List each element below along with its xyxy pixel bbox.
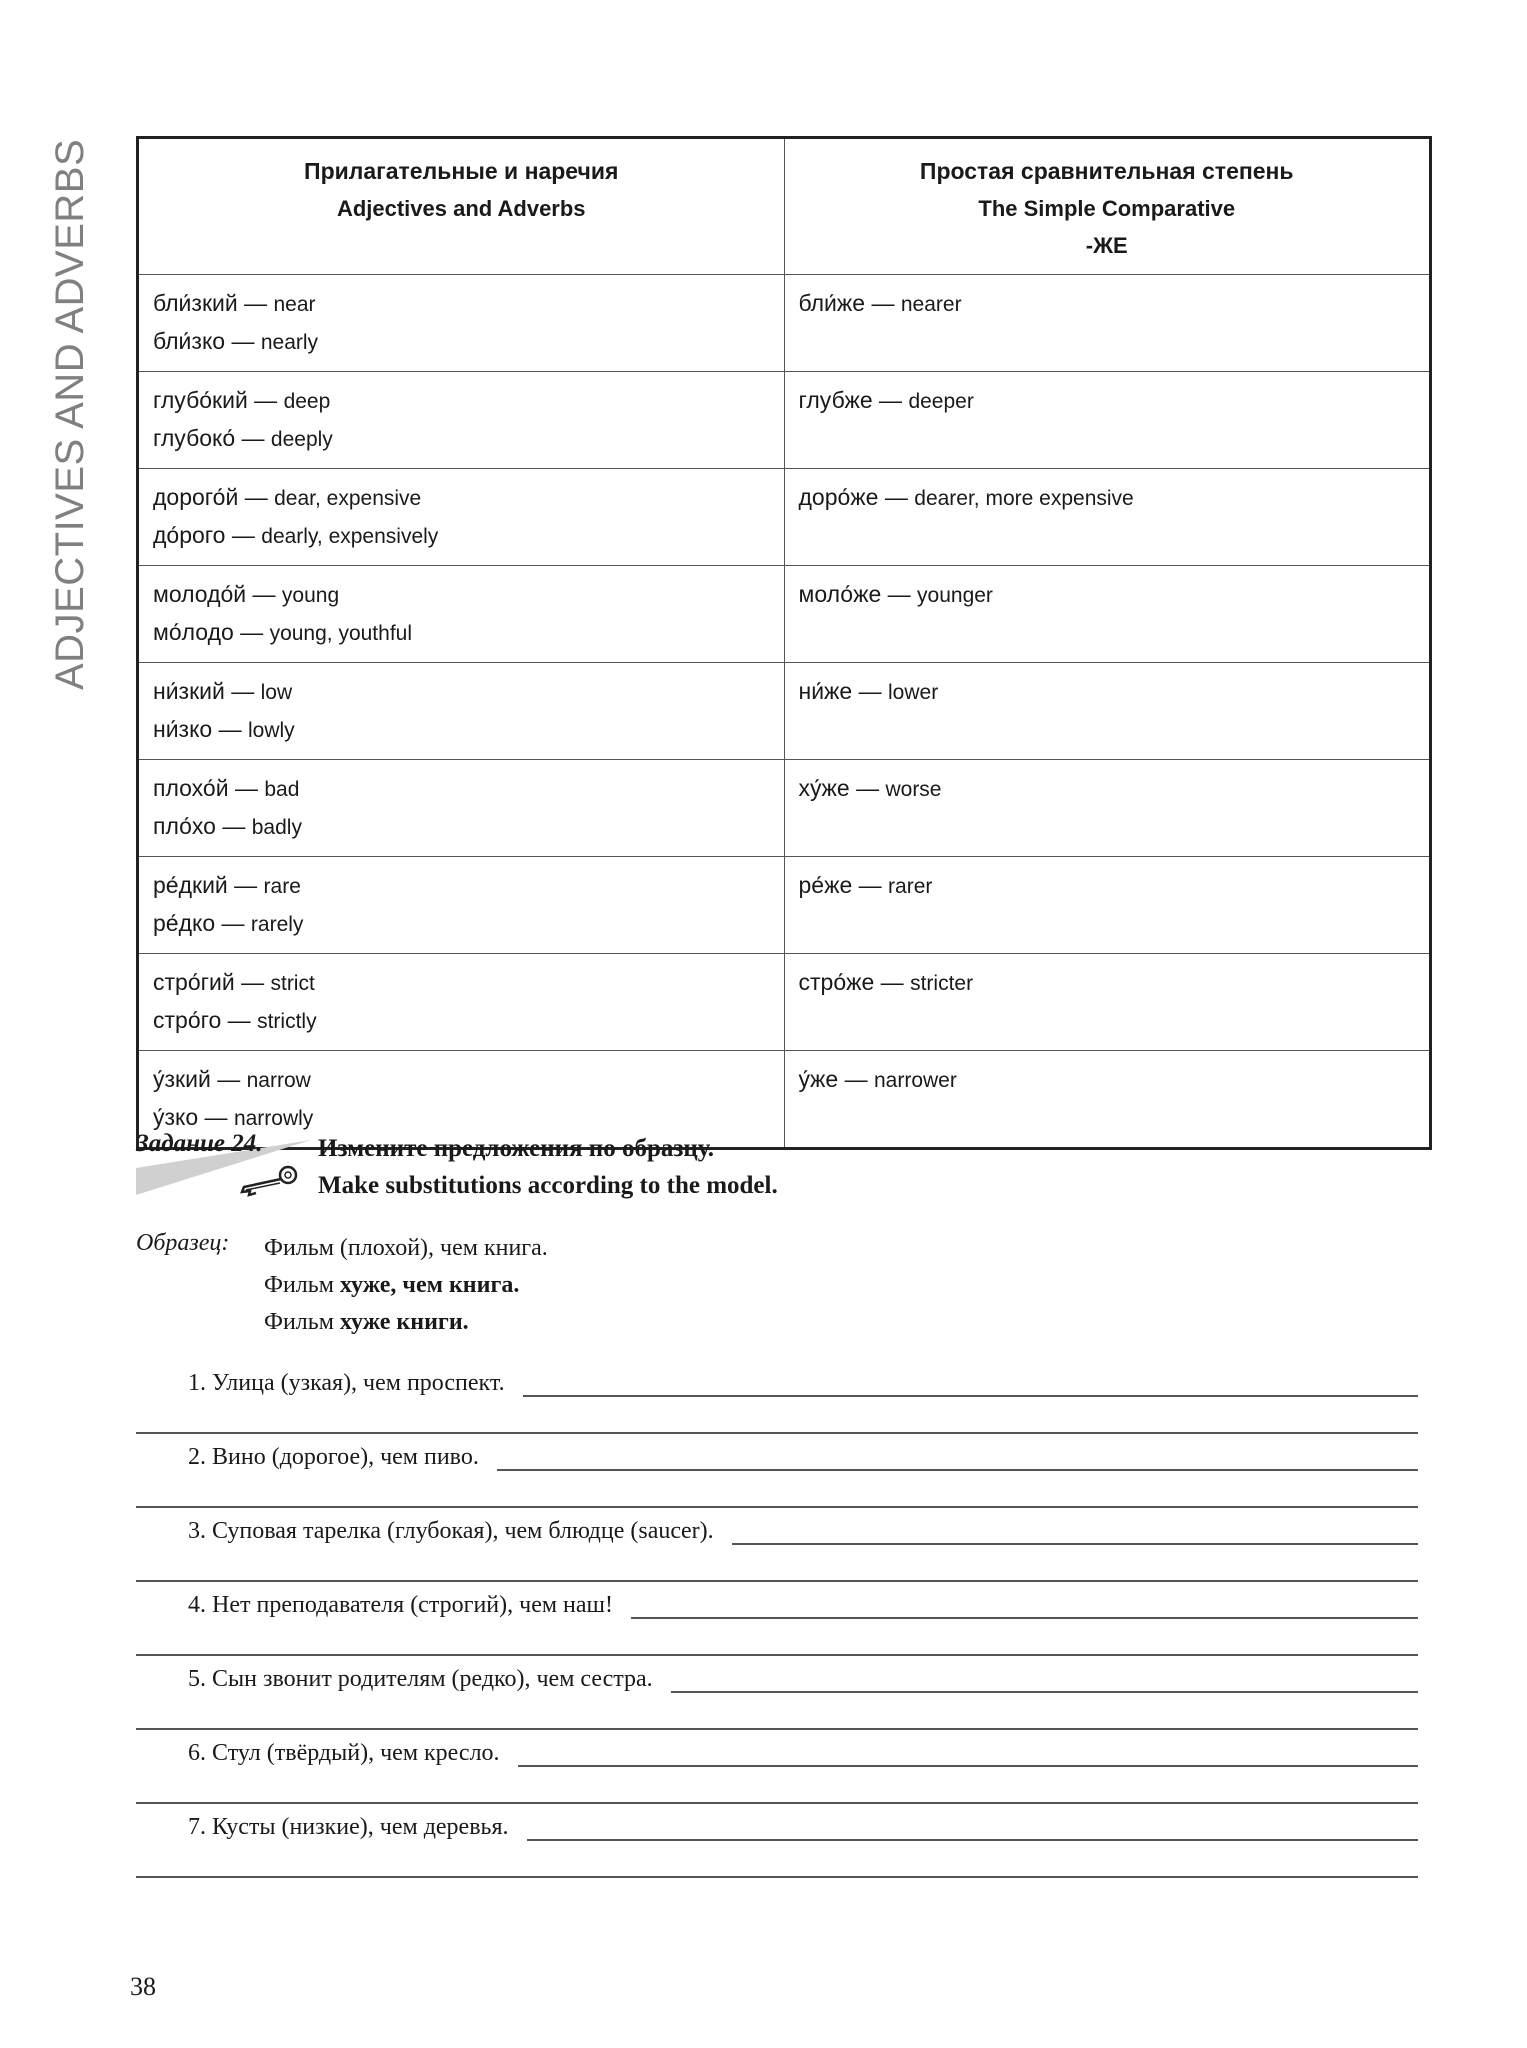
adjective-ru: плохо́й xyxy=(153,775,229,801)
exercise-item xyxy=(136,1656,1418,1730)
page-number: 38 xyxy=(130,1972,156,2001)
adverb-ru: ни́зко xyxy=(153,716,213,742)
comparative-en: nearer xyxy=(900,293,962,316)
comparative-en: narrower xyxy=(873,1069,957,1092)
adverb-en: rarely xyxy=(250,913,304,936)
instruction-ru: Измените предложения по образцу. xyxy=(318,1135,715,1162)
exercise-prompt: 4. Нет преподавателя (строгий), чем наш! xyxy=(188,1592,614,1618)
exercise-item xyxy=(136,1804,1418,1878)
answer-blank[interactable] xyxy=(527,1809,1418,1841)
adverb-en: lowly xyxy=(248,719,295,742)
exercise-item xyxy=(136,1360,1418,1434)
adjective-en: young xyxy=(281,584,340,607)
adjective-adverb-cell: плохо́й — bad пло́хо — badly xyxy=(138,760,785,857)
instruction-en: Make substitutions according to the model. xyxy=(318,1172,778,1199)
comparative-cell: ре́же — rarer xyxy=(784,857,1431,954)
model-line-1: Фильм (плохой), чем книга. xyxy=(264,1235,548,1261)
comparative-cell: моло́же — younger xyxy=(784,566,1431,663)
answer-line[interactable] xyxy=(136,1767,1418,1804)
adjective-en: near xyxy=(273,293,316,316)
adjective-adverb-cell: молодо́й — young мо́лодо — young, youthful xyxy=(138,566,785,663)
task-label: Задание 24. xyxy=(136,1130,263,1157)
adverb-en: narrowly xyxy=(233,1107,314,1130)
exercise-prompt: 7. Кусты (низкие), чем деревья. xyxy=(188,1814,509,1840)
answer-line[interactable] xyxy=(136,1619,1418,1656)
adverb-en: deeply xyxy=(270,428,333,451)
exercise-item xyxy=(136,1582,1418,1656)
model-lines xyxy=(264,1230,548,1341)
comparative-en: deeper xyxy=(908,390,974,413)
adjective-adverb-cell: бли́зкий — near бли́зко — nearly xyxy=(138,275,785,372)
exercise-item xyxy=(136,1730,1418,1804)
table-row xyxy=(138,857,1431,954)
adjective-ru: ре́дкий xyxy=(153,872,228,898)
table-row xyxy=(138,663,1431,760)
adjective-ru: глубо́кий xyxy=(153,387,248,413)
comparative-cell: у́же — narrower xyxy=(784,1051,1431,1149)
adverb-ru: ре́дко xyxy=(153,910,216,936)
comparative-en: lower xyxy=(888,681,939,704)
header-simple-comparative xyxy=(784,138,1431,275)
adjective-en: deep xyxy=(283,390,331,413)
answer-line[interactable] xyxy=(136,1841,1418,1878)
comparative-ru: стро́же xyxy=(798,969,875,995)
adverb-ru: у́зко xyxy=(153,1104,199,1130)
comparative-cell: ху́же — worse xyxy=(784,760,1431,857)
adjective-ru: бли́зкий xyxy=(153,290,238,316)
exercise-prompt: 3. Суповая тарелка (глубокая), чем блюдце (saucer). xyxy=(188,1518,714,1544)
adverb-en: nearly xyxy=(260,331,319,354)
adverb-en: dearly, expensively xyxy=(261,525,439,548)
adjective-ru: ни́зкий xyxy=(153,678,225,704)
comparative-ru: глубже xyxy=(798,387,873,413)
adjective-adverb-cell: дорого́й — dear, expensive до́рого — dearly, expensively xyxy=(138,469,785,566)
comparative-cell: доро́же — dearer, more expensive xyxy=(784,469,1431,566)
adverb-ru: глубоко́ xyxy=(153,425,236,451)
answer-blank[interactable] xyxy=(518,1735,1418,1767)
model-line-2 xyxy=(264,1267,548,1304)
comparative-en: rarer xyxy=(888,875,933,898)
table-row xyxy=(138,469,1431,566)
comparative-en: younger xyxy=(917,584,993,607)
model-plain: Фильм xyxy=(264,1309,340,1335)
adverb-ru: бли́зко xyxy=(153,328,226,354)
model-end: . xyxy=(462,1309,469,1335)
answer-line[interactable] xyxy=(136,1471,1418,1508)
exercise-prompt: 5. Сын звонит родителям (редко), чем сестра. xyxy=(188,1666,653,1692)
adjective-adverb-cell: ни́зкий — low ни́зко — lowly xyxy=(138,663,785,760)
adverb-en: young, youthful xyxy=(269,622,412,645)
exercise-item xyxy=(136,1434,1418,1508)
answer-blank[interactable] xyxy=(671,1661,1418,1693)
answer-line[interactable] xyxy=(136,1397,1418,1434)
adjective-en: strict xyxy=(270,972,315,995)
model-end: . xyxy=(513,1272,520,1298)
header-ru: Прилагательные и наречия xyxy=(304,158,619,184)
comparative-en: worse xyxy=(885,778,942,801)
header-adjectives-adverbs xyxy=(138,138,785,275)
exercise-prompt: 6. Стул (твёрдый), чем кресло. xyxy=(188,1740,500,1766)
adverb-ru: пло́хо xyxy=(153,813,216,839)
model-label: Образец: xyxy=(136,1230,230,1256)
task-instructions xyxy=(318,1130,778,1204)
comparative-cell: глубже — deeper xyxy=(784,372,1431,469)
comparative-ru: у́же xyxy=(798,1066,839,1092)
adverb-ru: до́рого xyxy=(153,522,226,548)
table-row xyxy=(138,954,1431,1051)
comparative-ru: ре́же xyxy=(798,872,853,898)
comparative-cell: стро́же — stricter xyxy=(784,954,1431,1051)
answer-blank[interactable] xyxy=(523,1365,1418,1397)
adjective-adverb-cell: стро́гий — strict стро́го — strictly xyxy=(138,954,785,1051)
adjective-adverb-cell: глубо́кий — deep глубоко́ — deeply xyxy=(138,372,785,469)
comparative-ru: ни́же xyxy=(798,678,853,704)
model-line-3 xyxy=(264,1304,548,1341)
table-row xyxy=(138,275,1431,372)
adverb-ru: стро́го xyxy=(153,1007,222,1033)
adverb-ru: мо́лодо xyxy=(153,619,234,645)
adverb-en: strictly xyxy=(257,1010,317,1033)
answer-blank[interactable] xyxy=(631,1587,1418,1619)
header-en: Adjectives and Adverbs xyxy=(336,196,586,221)
adjective-ru: дорого́й xyxy=(153,484,239,510)
exercise-item xyxy=(136,1508,1418,1582)
comparative-cell: ни́же — lower xyxy=(784,663,1431,760)
exercise-prompt: 1. Улица (узкая), чем проспект. xyxy=(188,1370,505,1396)
adjective-en: rare xyxy=(263,875,301,898)
comparative-en: stricter xyxy=(910,972,974,995)
table-row xyxy=(138,372,1431,469)
answer-blank[interactable] xyxy=(497,1439,1418,1471)
header-suffix: -ЖЕ xyxy=(1085,233,1128,258)
table-header-row xyxy=(138,138,1431,275)
adjective-adverb-cell: ре́дкий — rare ре́дко — rarely xyxy=(138,857,785,954)
answer-line[interactable] xyxy=(136,1545,1418,1582)
header-en: The Simple Comparative xyxy=(978,196,1236,221)
comparative-ru: ху́же xyxy=(798,775,850,801)
adjective-en: dear, expensive xyxy=(274,487,422,510)
adjective-en: narrow xyxy=(246,1069,311,1092)
model-plain: Фильм xyxy=(264,1272,340,1298)
comparative-en: dearer, more expensive xyxy=(914,487,1134,510)
comparative-ru: моло́же xyxy=(798,581,882,607)
answer-blank[interactable] xyxy=(732,1513,1418,1545)
table-row xyxy=(138,760,1431,857)
adjective-adverb-cell: у́зкий — narrow у́зко — narrowly xyxy=(138,1051,785,1149)
comparative-table xyxy=(136,136,1432,1150)
answer-line[interactable] xyxy=(136,1693,1418,1730)
key-icon xyxy=(236,1164,300,1198)
table-row xyxy=(138,566,1431,663)
adjective-en: bad xyxy=(264,778,300,801)
chapter-side-label: ADJECTIVES AND ADVERBS xyxy=(48,138,92,690)
model-bold: хуже книги xyxy=(339,1309,463,1335)
model-bold: хуже, чем книга xyxy=(339,1272,514,1298)
adjective-ru: молодо́й xyxy=(153,581,247,607)
exercise-list xyxy=(136,1360,1418,1878)
adjective-ru: у́зкий xyxy=(153,1066,211,1092)
comparative-cell: бли́же — nearer xyxy=(784,275,1431,372)
header-ru: Простая сравнительная степень xyxy=(919,158,1294,184)
comparative-ru: бли́же xyxy=(798,290,866,316)
adjective-en: low xyxy=(260,681,293,704)
adjective-ru: стро́гий xyxy=(153,969,235,995)
exercise-prompt: 2. Вино (дорогое), чем пиво. xyxy=(188,1444,479,1470)
comparative-ru: доро́же xyxy=(798,484,879,510)
adverb-en: badly xyxy=(251,816,302,839)
